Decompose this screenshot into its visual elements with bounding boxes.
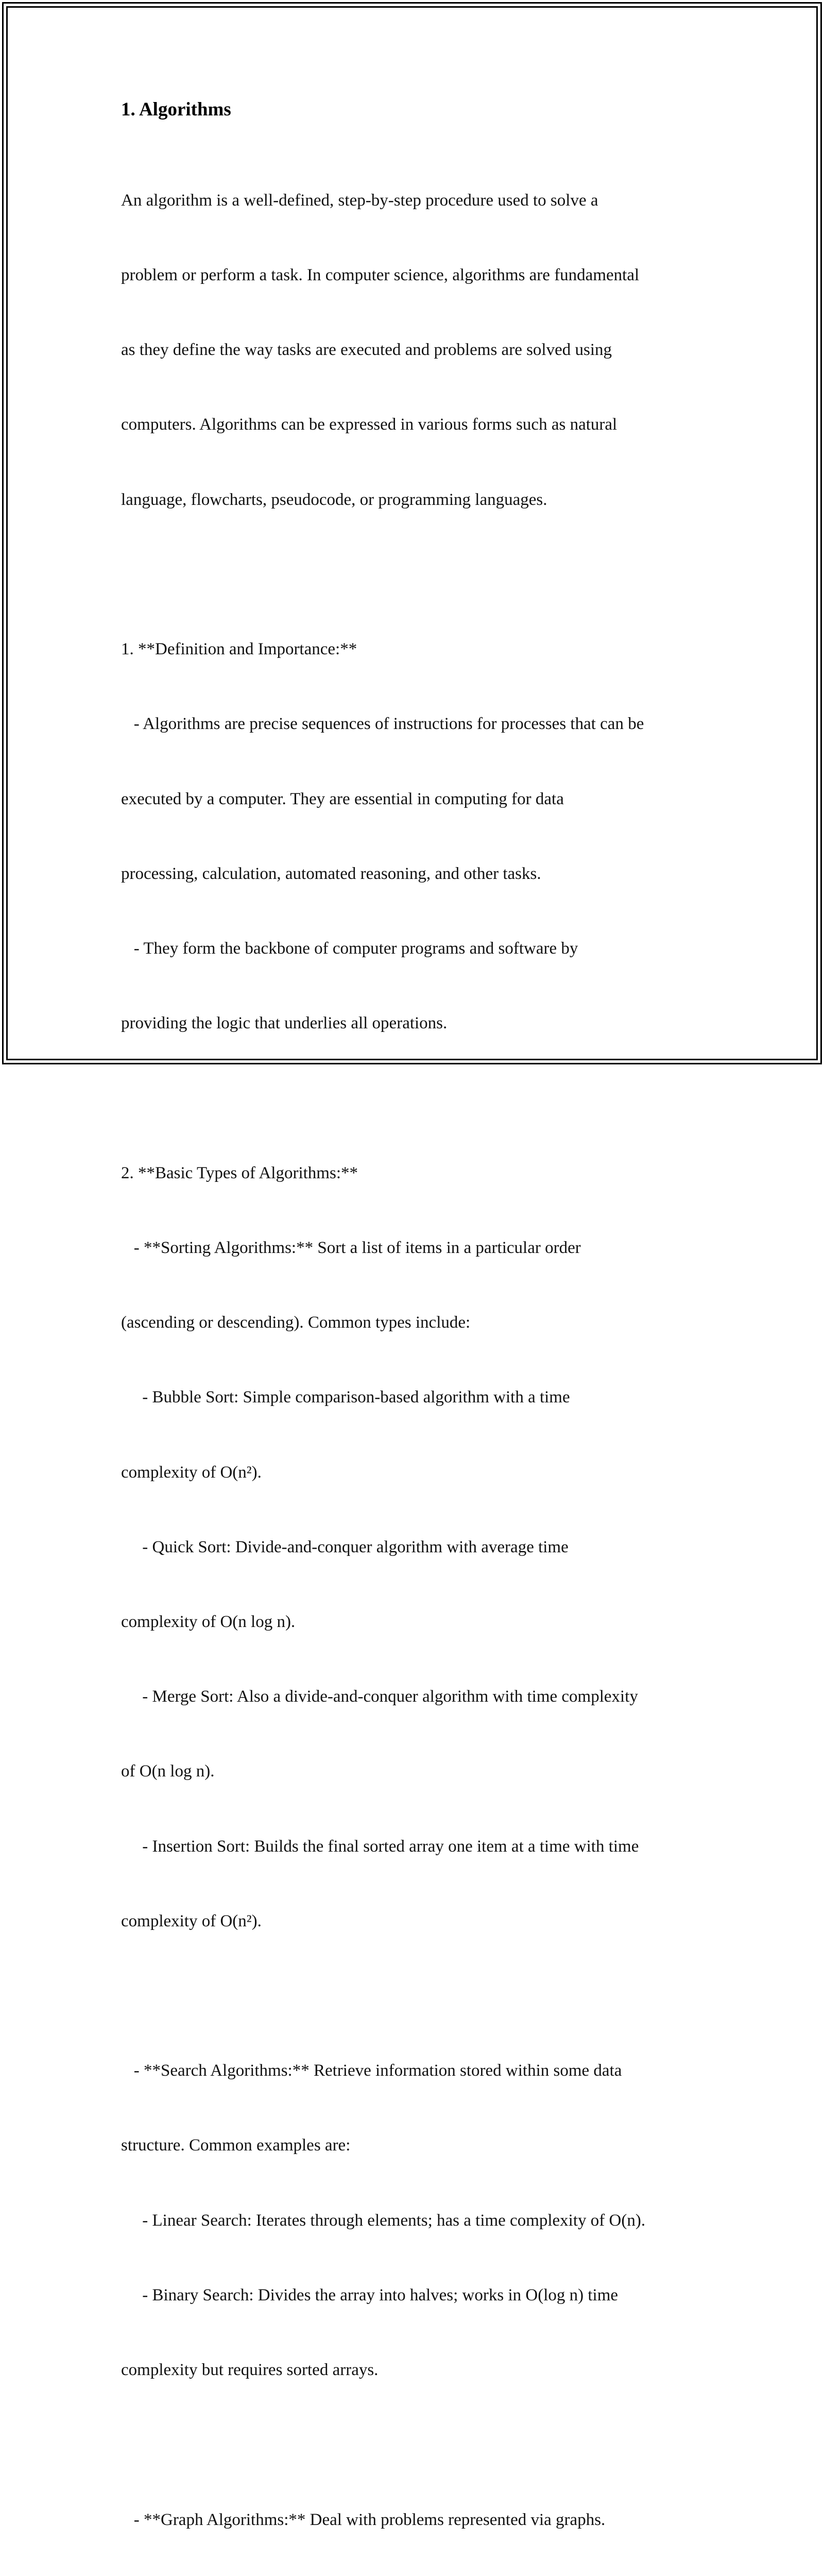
text-line: - Bubble Sort: Simple comparison-based algorithm with a time [121,1388,570,1407]
list-heading: 1. **Definition and Importance:** [121,640,357,659]
text-line: - Merge Sort: Also a divide-and-conquer algorithm with time complexity [121,1687,638,1706]
blank-line [121,1086,713,1110]
text-line: - Linear Search: Iterates through elements; has a time complexity of O(n). [121,2211,646,2230]
text-line: language, flowcharts, pseudocode, or programming languages. [121,490,547,509]
text-line: problem or perform a task. In computer science, algorithms are fundamental [121,266,640,285]
text-line: An algorithm is a well-defined, step-by-step procedure used to solve a [121,191,598,210]
text-line: processing, calculation, automated reasoning, and other tasks. [121,864,541,883]
text-line: structure. Common examples are: [121,2136,351,2155]
blank-line [121,562,713,587]
definition-section [121,587,713,1086]
text-line: - They form the backbone of computer programs and software by [121,939,578,958]
text-line: - **Search Algorithms:** Retrieve information stored within some data [121,2061,622,2080]
section-heading: 1. Algorithms [121,99,231,120]
text-line: of O(n log n). [121,1762,215,1781]
search-section [121,2008,713,2432]
text-line: complexity but requires sorted arrays. [121,2361,379,2380]
document-body [121,96,713,2576]
text-line: - Algorithms are precise sequences of instructions for processes that can be [121,715,644,734]
text-line: - **Graph Algorithms:** Deal with problems represented via graphs. [121,2510,606,2529]
text-line: (ascending or descending). Common types include: [121,1313,471,1332]
text-line: - Binary Search: Divides the array into halves; works in O(log n) time [121,2285,619,2304]
text-line: complexity of O(n²). [121,1463,262,1482]
text-line: complexity of O(n log n). [121,1612,296,1631]
text-line: - **Sorting Algorithms:** Sort a list of items in a particular order [121,1238,581,1257]
blank-line [121,2432,713,2457]
text-line: - Quick Sort: Divide-and-conquer algorithm with average time [121,1537,569,1556]
text-line: executed by a computer. They are essential in computing for data [121,789,564,808]
text-line: computers. Algorithms can be expressed in various forms such as natural [121,415,617,434]
blank-line [121,1984,713,2008]
graph-section [121,2458,713,2576]
text-line: complexity of O(n²). [121,1911,262,1930]
list-heading: 2. **Basic Types of Algorithms:** [121,1163,358,1182]
text-line: as they define the way tasks are executed and problems are solved using [121,341,612,360]
intro-paragraph [121,138,713,562]
types-section [121,1111,713,1984]
text-line: providing the logic that underlies all operations. [121,1014,448,1033]
text-line: - Insertion Sort: Builds the final sorted array one item at a time with time [121,1837,639,1856]
